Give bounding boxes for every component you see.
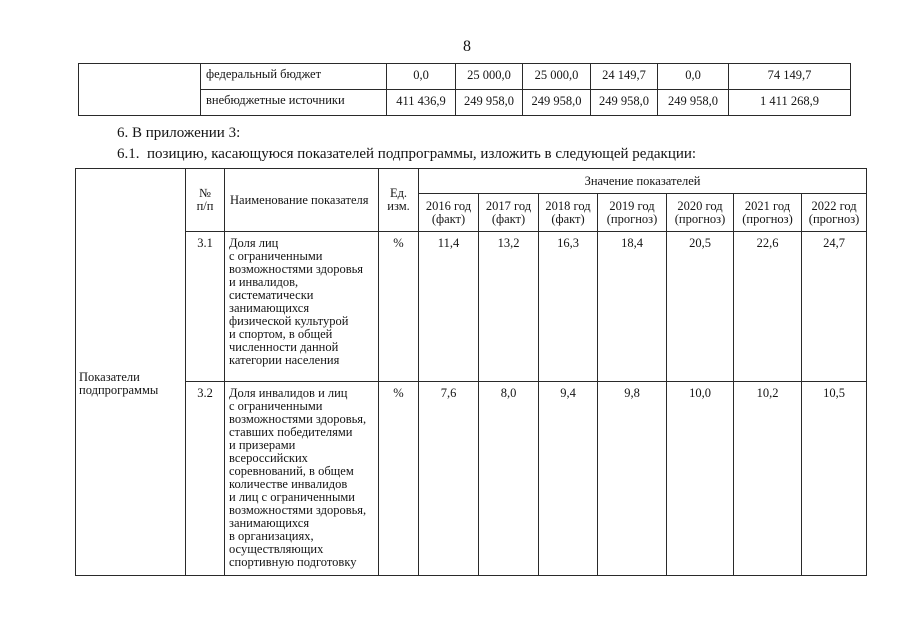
header-unit: Ед. изм. <box>379 169 419 232</box>
header-year <box>598 194 667 232</box>
table-cell: 411 436,9 <box>387 90 456 116</box>
row-number: 3.2 <box>186 382 225 576</box>
table-row <box>79 64 851 90</box>
header-year <box>802 194 867 232</box>
table-cell: 24 149,7 <box>591 64 658 90</box>
year-label: 2018 год <box>545 198 591 213</box>
header-values-group: Значение показателей <box>419 169 867 194</box>
year-label: 2019 год <box>609 198 655 213</box>
indicator-name: Доля инвалидов и лиц с ограниченными возможностями здоровья, ставших победителями и призерами всероссийских соревнований, в общем количестве инвалидов и лиц с ограниченными возможностями здоровья, занимающихся в организациях, осуществляющих спортивную подготовку <box>225 382 379 576</box>
funding-source-label: федеральный бюджет <box>201 64 387 90</box>
header-year <box>539 194 598 232</box>
table-row <box>76 382 867 576</box>
indicator-value: 10,0 <box>667 382 734 576</box>
year-kind: (факт) <box>431 211 466 226</box>
section-label: Показатели подпрограммы <box>76 169 186 576</box>
year-label: 2017 год <box>485 198 532 213</box>
empty-merged-cell <box>79 64 201 116</box>
header-row <box>76 169 867 194</box>
table-cell: 25 000,0 <box>523 64 591 90</box>
header-number: № п/п <box>186 169 225 232</box>
table-cell: 25 000,0 <box>456 64 523 90</box>
table-cell: 249 958,0 <box>523 90 591 116</box>
indicator-value: 8,0 <box>479 382 539 576</box>
indicator-unit: % <box>379 382 419 576</box>
indicator-value: 9,8 <box>598 382 667 576</box>
header-indicator-name: Наименование показателя <box>225 169 379 232</box>
year-kind: (факт) <box>491 211 526 226</box>
header-year <box>479 194 539 232</box>
table-cell: 249 958,0 <box>658 90 729 116</box>
row-number: 3.1 <box>186 232 225 382</box>
table-cell: 249 958,0 <box>591 90 658 116</box>
table-cell: 249 958,0 <box>456 90 523 116</box>
indicators-table <box>75 168 867 576</box>
year-label: 2020 год <box>677 198 723 213</box>
funding-table <box>78 63 851 116</box>
indicator-value: 13,2 <box>479 232 539 382</box>
table-cell-total: 74 149,7 <box>729 64 851 90</box>
indicator-value: 16,3 <box>539 232 598 382</box>
header-year <box>419 194 479 232</box>
year-kind: (прогноз) <box>742 211 793 226</box>
year-kind: (прогноз) <box>808 211 860 226</box>
table-cell-total: 1 411 268,9 <box>729 90 851 116</box>
table-cell: 0,0 <box>387 64 456 90</box>
indicator-value: 7,6 <box>419 382 479 576</box>
indicator-value: 24,7 <box>802 232 867 382</box>
funding-source-label: внебюджетные источники <box>201 90 387 116</box>
header-year <box>667 194 734 232</box>
year-kind: (прогноз) <box>606 211 658 226</box>
page-number: 8 <box>463 38 471 55</box>
indicator-name: Доля лиц с ограниченными возможностями здоровья и инвалидов, систематически занимающихся физической культурой и спортом, в общей численности данной категории населения <box>225 232 379 382</box>
year-label: 2021 год <box>744 198 791 213</box>
header-year <box>734 194 802 232</box>
paragraph-item-6-1: 6.1. позицию, касающуюся показателей подпрограммы, изложить в следующей редакции: <box>117 146 697 162</box>
indicator-value: 10,2 <box>734 382 802 576</box>
indicator-value: 10,5 <box>802 382 867 576</box>
indicator-unit: % <box>379 232 419 382</box>
year-kind: (факт) <box>551 211 585 226</box>
paragraph-item-6: 6. В приложении 3: <box>117 125 241 141</box>
indicator-value: 20,5 <box>667 232 734 382</box>
table-cell: 0,0 <box>658 64 729 90</box>
year-kind: (прогноз) <box>674 211 726 226</box>
indicator-value: 11,4 <box>419 232 479 382</box>
indicator-value: 18,4 <box>598 232 667 382</box>
table-row <box>76 232 867 382</box>
year-label: 2016 год <box>425 198 472 213</box>
indicator-value: 9,4 <box>539 382 598 576</box>
indicator-value: 22,6 <box>734 232 802 382</box>
year-label: 2022 год <box>811 198 857 213</box>
